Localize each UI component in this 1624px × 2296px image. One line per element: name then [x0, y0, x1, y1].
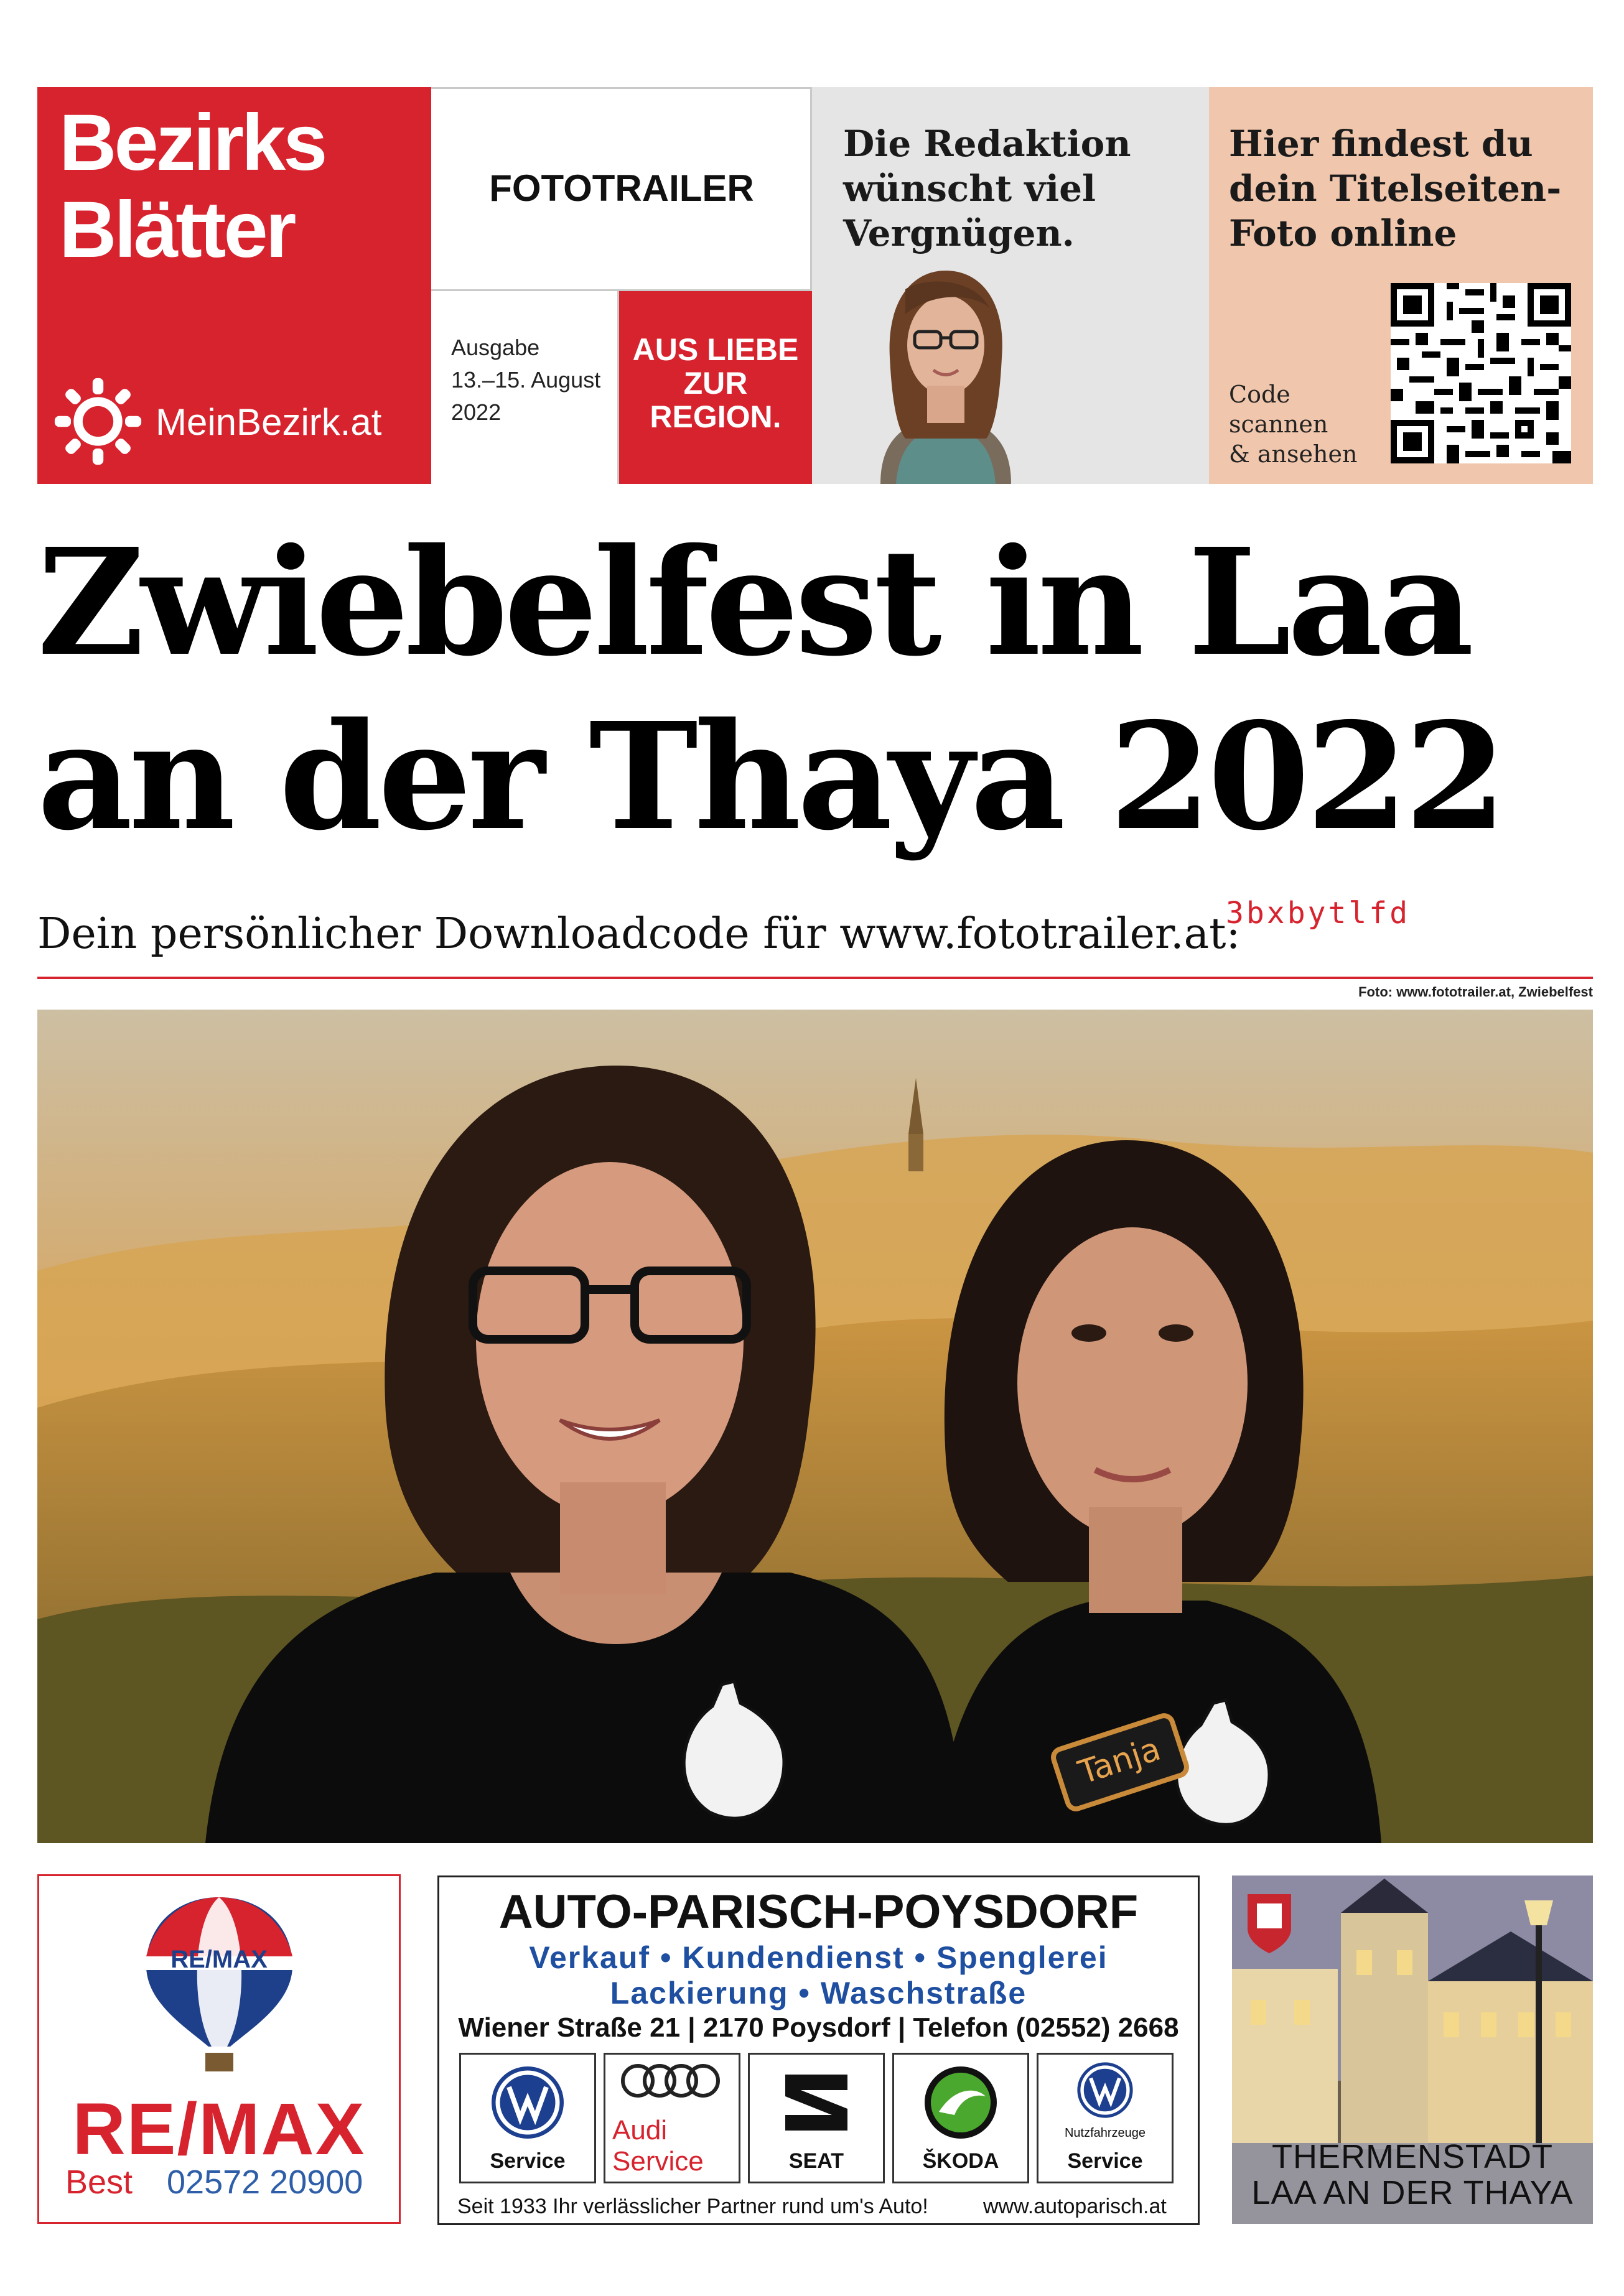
- photo-credit: Foto: www.fototrailer.at, Zwiebelfest: [1358, 984, 1593, 1000]
- code-hint-line: & ansehen: [1229, 440, 1358, 468]
- brand-label: Service: [1067, 2149, 1143, 2173]
- section-label: FOTOTRAILER: [489, 167, 754, 209]
- autoparisch-tagline: Seit 1933 Ihr verlässlicher Partner rund um's Auto!: [457, 2195, 928, 2218]
- slogan-line: AUS LIEBE: [632, 332, 799, 367]
- brand-logo-line1: Bezirks: [59, 98, 325, 187]
- audi-rings-icon: [613, 2062, 731, 2099]
- vw-commercial-logo-icon: [1068, 2059, 1142, 2121]
- headline-line2: an der Thaya 2022: [37, 690, 1503, 863]
- meinbezirk-sun-icon: [53, 376, 143, 467]
- issue-dates: 13.–15. August: [451, 367, 601, 393]
- brand-site-label: MeinBezirk.at: [156, 401, 382, 443]
- titlepage-line: Foto online: [1229, 212, 1457, 254]
- thermenstadt-line1: THERMENSTADT: [1272, 2138, 1553, 2175]
- brand-label: ŠKODA: [922, 2149, 999, 2173]
- autoparisch-url[interactable]: www.autoparisch.at: [983, 2195, 1167, 2218]
- divider: [37, 977, 1593, 979]
- titlepage-line: dein Titelseiten-: [1229, 167, 1562, 210]
- editorial-line: Die Redaktion: [843, 123, 1131, 165]
- editor-portrait: [837, 252, 1055, 484]
- titlepage-line: Hier findest du: [1229, 123, 1533, 165]
- balloon-text: RE/MAX: [170, 1946, 268, 1973]
- main-photo: [37, 1010, 1593, 1843]
- slogan-line: ZUR: [683, 366, 748, 401]
- issue-year: 2022: [451, 399, 502, 425]
- issue-label: Ausgabe: [451, 335, 540, 360]
- headline-line1: Zwiebelfest in Laa: [37, 516, 1470, 689]
- brand-label: SEAT: [788, 2149, 844, 2173]
- brand-label: Service: [490, 2149, 566, 2173]
- remax-phone[interactable]: 02572 20900: [167, 2164, 363, 2201]
- code-hint-line: Code: [1229, 381, 1290, 408]
- slogan-line: REGION.: [650, 399, 782, 434]
- brand-label-audi: Audi Service: [612, 2115, 704, 2177]
- editorial-line: wünscht viel: [843, 167, 1096, 210]
- download-prompt: Dein persönlicher Downloadcode für www.fototrailer.at:: [37, 909, 1241, 959]
- autoparisch-address: Wiener Straße 21 | 2170 Poysdorf | Telefon (02552) 2668: [458, 2012, 1179, 2043]
- editorial-line: Vergnügen.: [843, 212, 1075, 254]
- remax-logo: RE/MAX: [72, 2088, 366, 2170]
- brand-logo-line2: Blätter: [59, 185, 294, 274]
- autoparisch-services: Verkauf • Kundendienst • Spenglerei: [529, 1940, 1108, 1975]
- thermenstadt-line2: LAA AN DER THAYA: [1251, 2174, 1574, 2211]
- download-code[interactable]: 3bxbytlfd: [1226, 896, 1411, 931]
- hot-air-balloon-icon: [143, 1894, 296, 2075]
- seat-logo-icon: [773, 2062, 860, 2143]
- brand-sublabel: Nutzfahrzeuge: [1064, 2126, 1146, 2140]
- remax-office: Best: [65, 2164, 133, 2201]
- skoda-logo-icon: [917, 2062, 1004, 2143]
- qr-code[interactable]: [1391, 283, 1571, 463]
- autoparisch-title: AUTO-PARISCH-POYSDORF: [498, 1885, 1139, 1938]
- name-tag-text: Tanja: [1074, 1730, 1165, 1792]
- autoparisch-services: Lackierung • Waschstraße: [610, 1976, 1027, 2010]
- code-hint-line: scannen: [1229, 411, 1328, 438]
- vw-logo-icon: [484, 2062, 571, 2143]
